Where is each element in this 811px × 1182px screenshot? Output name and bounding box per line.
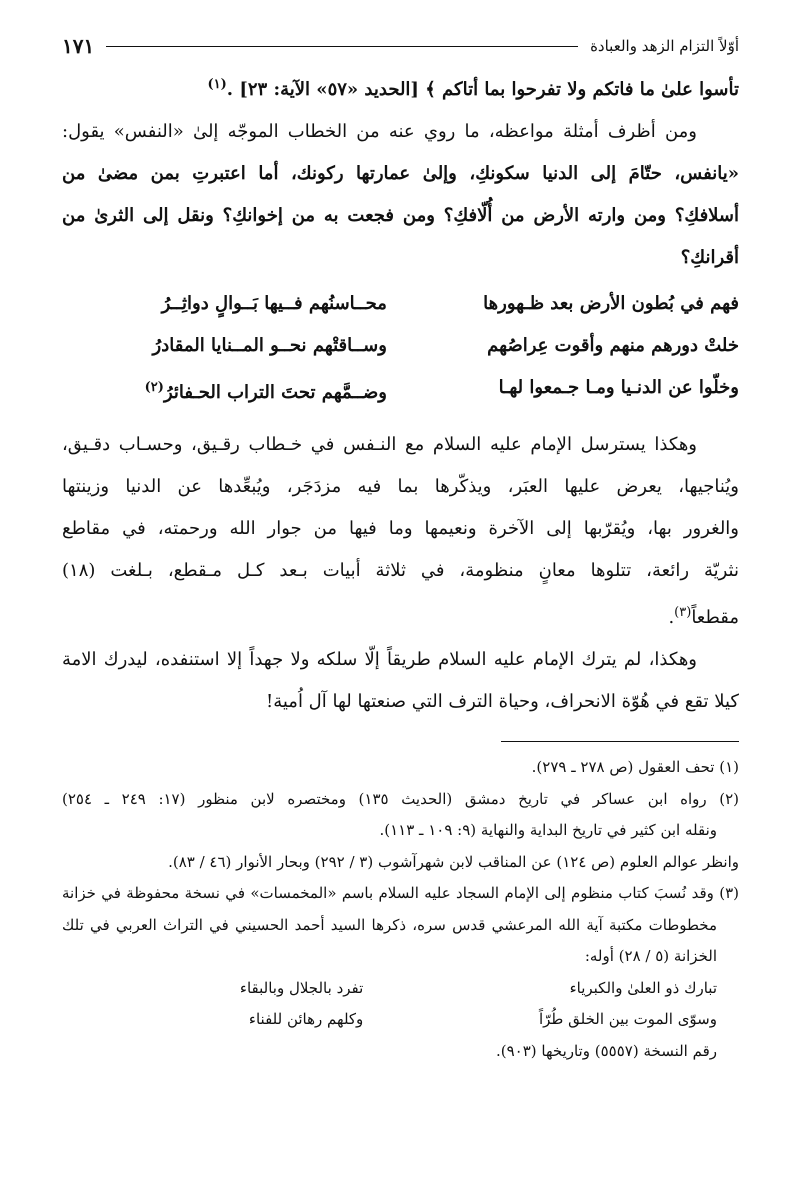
quote-line: أسلافكِ؟ ومن وارته الأرض من أُلّافكِ؟ ومن فجعت به من إخوانكِ؟ ونقل إلى الثرىٰ من [62,205,739,226]
hemistich-second: وســاقتْهم نحــو المــنايا المقادرُ [152,335,387,356]
hemistich-first: خلتْ دورهم منهم وأقوت عِراصُهم [487,335,739,356]
hemistich-first: فهم في بُطون الأرض بعد ظـهورها [483,293,739,314]
paragraph-end-punct: . [668,607,675,628]
paragraph-line: ومن أظرف أمثلة مواعظه، ما روي عنه من الخطاب الموجّه إلىٰ «النفس» يقول: [62,121,697,142]
poem [62,283,739,414]
hemistich-second [62,367,387,414]
verse-hemistich: وسوّى الموت بين الخلق طُرّاً [538,1010,717,1028]
quran-verse-line [62,64,739,111]
footnote-3-continued: الخزانة (٥ / ٢٨) أوله: [584,947,717,965]
verse-hemistich: تفرد بالجلال وبالبقاء [239,978,364,997]
paragraph-line: وهكذا يسترسل الإمام عليه السلام مع النـفس في خـطاب رقـيق، وحسـاب دقـيق، [62,434,697,455]
footnote-2: (٢) رواه ابن عساكر في تاريخ دمشق (الحديث ١٣٥) ومختصره لابن منظور (١٧: ٢٤٩ ـ ٢٥٤) [62,789,739,808]
footnote-3-continued: مخطوطات مكتبة آية الله المرعشي قدس سره، ذكرها السيد أحمد الحسيني في التراث العربي في تلك [62,915,717,934]
poem-verse [62,283,739,325]
page-header [62,34,739,58]
poem-verse [62,325,739,367]
paragraph-line: وهكذا، لم يترك الإمام عليه السلام طريقاً إلّا سلكه ولا جهداً إلا استنفده، ليدرك الامة [62,649,697,670]
footnote-separator [501,741,739,742]
paragraph-line: نثريّة رائعة، تتلوها معانٍ منظومة، في ثلاثة أبيات بـعد كـل مـقطع، بـلغت (١٨) [62,560,739,581]
footnote-2-continued: ونقله ابن كثير في تاريخ البداية والنهاية (٩: ١٠٩ ـ ١١٣). [379,821,717,839]
footnote-2-continued: وانظر عوالم العلوم (ص ١٢٤) عن المناقب لابن شهرآشوب (٣ / ٢٩٢) وبحار الأنوار (٤٦ / ٨٣). [168,852,739,871]
paragraph-line [62,592,739,639]
footnote-3: (٣) وقد نُسبَ كتاب منظوم إلى الإمام السجاد عليه السلام باسم «المخمسات» في نسخة محفوظة في خزانة [62,884,739,902]
verse-hemistich: وكلهم رهائن للفناء [248,1010,364,1028]
verse-hemistich: تبارك ذو العلىٰ والكبرياء [569,978,717,997]
footnote-ref-2: (٢) [144,380,164,395]
page-number: ١٧١ [62,34,95,58]
poem-verse [62,367,739,414]
header-rule [106,46,578,47]
footnote-ref-1: (١) [207,77,227,92]
footnote-ref-3: (٣) [674,605,692,620]
quote-line: «يانفس، حتّامَ إلى الدنيا سكونكِ، وإلىٰ عمارتها ركونك، أما اعتبرتِ بمن مضىٰ من [62,163,739,184]
main-text [62,64,739,723]
footnote-verse [62,1004,739,1036]
paragraph-line: كيلا تقع في هُوّة الانحراف، وحياة الترف التي صنعتها لها آل اُمية! [265,691,739,712]
paragraph-end-text: مقطعاً [691,607,739,628]
hemistich-first: وخلّوا عن الدنـيا ومـا جـمعوا لهـا [498,377,739,398]
footnote-3-continued: رقم النسخة (٥٥٥٧) وتاريخها (٩٠٣). [495,1041,717,1060]
footnotes [62,752,739,1067]
quran-verse-text: تأسوا علىٰ ما فاتكم ولا تفرحوا بما أتاكم ﴾ [الحديد «٥٧» الآية: ٢٣] . [226,79,739,100]
footnote-1: (١) تحف العقول (ص ٢٧٨ ـ ٢٧٩). [531,758,739,776]
footnote-verse [62,973,739,1005]
hemistich-text: وضــمَّهم تحتَ التراب الحـفائرُ [163,382,387,403]
quote-line: أقرانكِ؟ [680,247,739,268]
paragraph-line: والغرور بها، ويُقرّبها إلى الآخرة ونعيمها وما فيها من جوار الله ورحمته، في مقاطع [62,518,740,539]
paragraph-line: ويُناجيها، يعرض عليها العبَر، ويذكّرها بما فيه مزدَجَر، ويُبعِّدها عن الدنيا وزينتها [62,476,739,497]
running-title: أوّلاً التزام الزهد والعبادة [590,37,739,55]
hemistich-second: محــاسنُهم فــيها بَــوالٍ دواثِــرُ [161,293,387,314]
